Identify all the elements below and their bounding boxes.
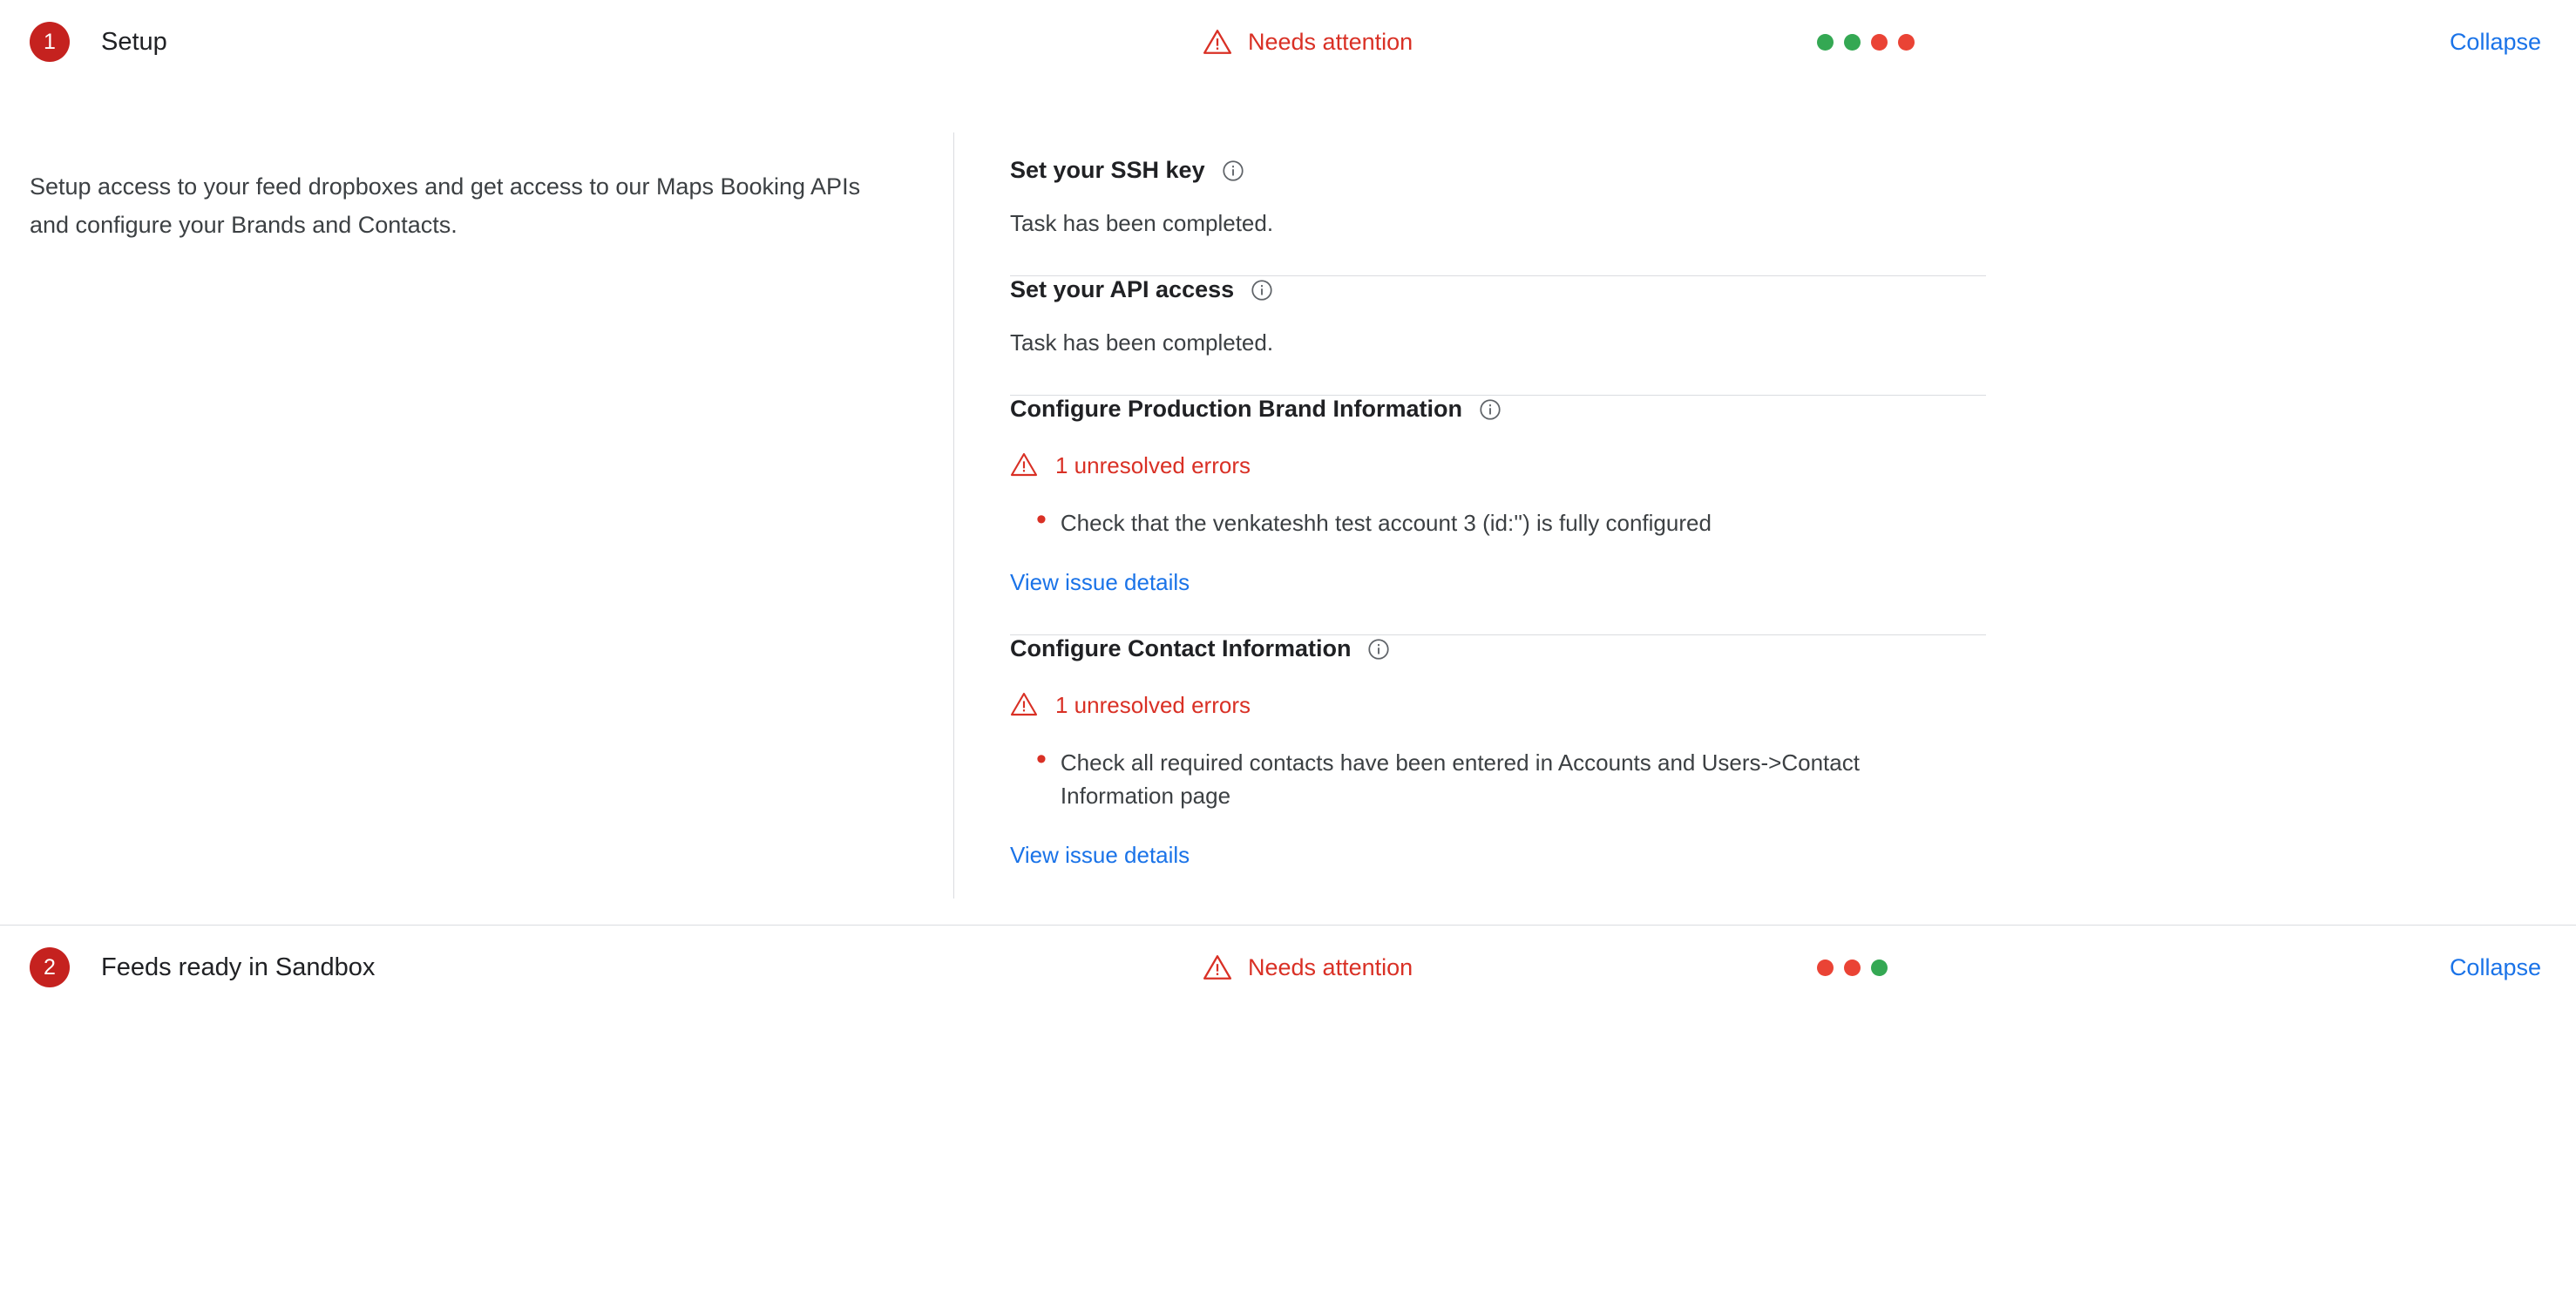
task-status-text: Task has been completed.: [1010, 329, 1274, 356]
progress-dot: [1844, 34, 1861, 51]
task-item: [1010, 396, 2576, 634]
info-icon[interactable]: [1250, 278, 1274, 302]
progress-dot: [1871, 34, 1888, 51]
task-item: [1010, 157, 2576, 275]
task-error-row: [1010, 690, 2576, 720]
task-error-count: 1 unresolved errors: [1055, 451, 1251, 478]
task-title: Set your SSH key: [1010, 157, 1205, 183]
task-title-row: [1010, 157, 2576, 184]
step-1-collapse-button[interactable]: Collapse: [2449, 28, 2541, 55]
info-icon[interactable]: [1478, 397, 1502, 422]
progress-dot: [1817, 960, 1834, 976]
step-2-status-text: Needs attention: [1248, 953, 1413, 980]
task-title: Configure Contact Information: [1010, 635, 1352, 661]
bullet-dot-icon: •: [1036, 743, 1047, 776]
task-title: Set your API access: [1010, 276, 1235, 302]
step-1-status: [1203, 27, 1413, 57]
step-1-description: Setup access to your feed dropboxes and get access to our Maps Booking APIs and configure your Brands and Contacts.: [30, 173, 861, 238]
task-error-bullet: [1010, 743, 2576, 812]
task-item: [1010, 635, 2576, 907]
view-issue-details-link[interactable]: View issue details: [1010, 569, 1190, 595]
task-title-row: [1010, 276, 2576, 303]
step-1-header: [0, 0, 2576, 84]
info-icon[interactable]: [1221, 159, 1245, 183]
step-1-badge: 1: [30, 22, 70, 62]
progress-dot: [1844, 960, 1861, 976]
bullet-dot-icon: •: [1036, 503, 1047, 536]
step-2-progress-dots: [1817, 960, 1888, 976]
step-1-status-text: Needs attention: [1248, 28, 1413, 55]
task-error-count: 1 unresolved errors: [1055, 691, 1251, 718]
warning-triangle-icon: [1010, 451, 1040, 480]
step-1-title: Setup: [101, 27, 167, 56]
task-status-text: Task has been completed.: [1010, 210, 1274, 236]
task-title: Configure Production Brand Information: [1010, 396, 1462, 422]
step-1-task-list: [954, 84, 2576, 907]
warning-triangle-icon: [1010, 690, 1040, 720]
view-issue-details-link[interactable]: View issue details: [1010, 842, 1190, 868]
step-1-description-column: [30, 84, 953, 907]
progress-dot: [1871, 960, 1888, 976]
warning-triangle-icon: [1203, 27, 1232, 57]
task-item: [1010, 276, 2576, 395]
progress-dot: [1817, 34, 1834, 51]
task-title-row: [1010, 396, 2576, 423]
progress-dot: [1898, 34, 1915, 51]
step-2-header[interactable]: [0, 926, 2576, 1009]
step-2-badge: 2: [30, 947, 70, 987]
task-title-row: [1010, 635, 2576, 662]
step-1-body: [0, 84, 2576, 907]
step-2-collapse-button[interactable]: Collapse: [2449, 953, 2541, 980]
step-2-status: [1203, 953, 1413, 982]
step-1-progress-dots: [1817, 34, 1915, 51]
step-2-title: Feeds ready in Sandbox: [101, 953, 376, 981]
info-icon[interactable]: [1366, 637, 1391, 661]
warning-triangle-icon: [1203, 953, 1232, 982]
task-error-detail: Check that the venkateshh test account 3 (id:'') is fully configured: [1060, 510, 1712, 536]
task-error-bullet: [1010, 503, 2576, 539]
task-error-detail: Check all required contacts have been entered in Accounts and Users->Contact Information page: [1060, 749, 1860, 809]
task-error-row: [1010, 451, 2576, 480]
